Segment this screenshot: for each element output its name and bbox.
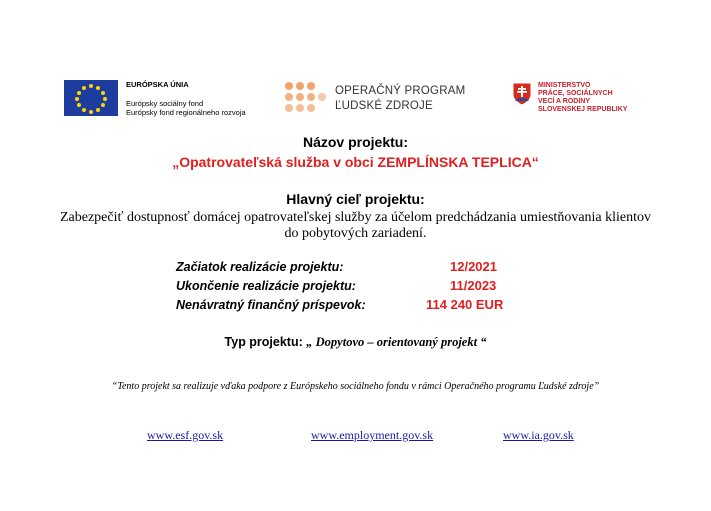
ministry-logo xyxy=(512,82,627,114)
op-ludske-zdroje-logo xyxy=(285,82,465,116)
project-type-label: Typ projektu: xyxy=(224,335,303,349)
project-name: „Opatrovateľská služba v obci ZEMPLÍNSKA TEPLICA“ xyxy=(172,154,539,170)
ministry-line1: MINISTERSTVO xyxy=(538,82,591,89)
ministry-line2: PRÁCE, SOCIÁLNYCH xyxy=(538,90,613,97)
start-value: 12/2021 xyxy=(450,259,497,274)
project-goal-line1: Zabezpečiť dostupnosť domácej opatrovateľskej služby za účelom predchádzania umiestňovania klientov xyxy=(59,210,652,225)
grant-value: 114 240 EUR xyxy=(426,297,504,312)
project-name-heading: Názov projektu: xyxy=(302,134,408,150)
grant-label: Nenávratný finančný príspevok: xyxy=(176,298,366,312)
link-ia[interactable]: www.ia.gov.sk xyxy=(503,428,574,442)
op-dots-icon xyxy=(285,82,327,116)
funding-note: “Tento projekt sa realizuje vďaka podpore z Európskeho sociálneho fondu v rámci Operačného programu Ľudské zdroje” xyxy=(111,381,600,392)
eu-logo-title: EURÓPSKA ÚNIA xyxy=(126,80,189,89)
op-logo-line1: OPERAČNÝ PROGRAM xyxy=(335,85,466,97)
eu-logo-line1: Európsky sociálny fond xyxy=(126,99,204,108)
eu-logo xyxy=(64,80,246,117)
end-label: Ukončenie realizácie projektu: xyxy=(176,279,356,293)
project-goal-text xyxy=(0,210,711,242)
end-value: 11/2023 xyxy=(450,278,497,293)
start-label: Začiatok realizácie projektu: xyxy=(176,260,344,274)
ministry-line4: SLOVENSKEJ REPUBLIKY xyxy=(538,106,628,113)
eu-flag-icon xyxy=(64,80,118,116)
project-type xyxy=(0,335,711,350)
project-goal-heading: Hlavný cieľ projektu: xyxy=(286,191,425,207)
slovak-coat-of-arms-icon xyxy=(512,82,532,106)
project-type-value: „ Dopytovo – orientovaný projekt “ xyxy=(306,335,487,349)
eu-logo-line2: Európsky fond regionálneho rozvoja xyxy=(126,108,246,117)
link-employment[interactable]: www.employment.gov.sk xyxy=(311,428,434,442)
link-esf[interactable]: www.esf.gov.sk xyxy=(147,428,224,442)
ministry-line3: VECÍ A RODINY xyxy=(538,98,590,105)
op-logo-line2: ĽUDSKÉ ZDROJE xyxy=(335,100,433,112)
project-goal-line2: do pobytových zariadení. xyxy=(284,226,427,241)
